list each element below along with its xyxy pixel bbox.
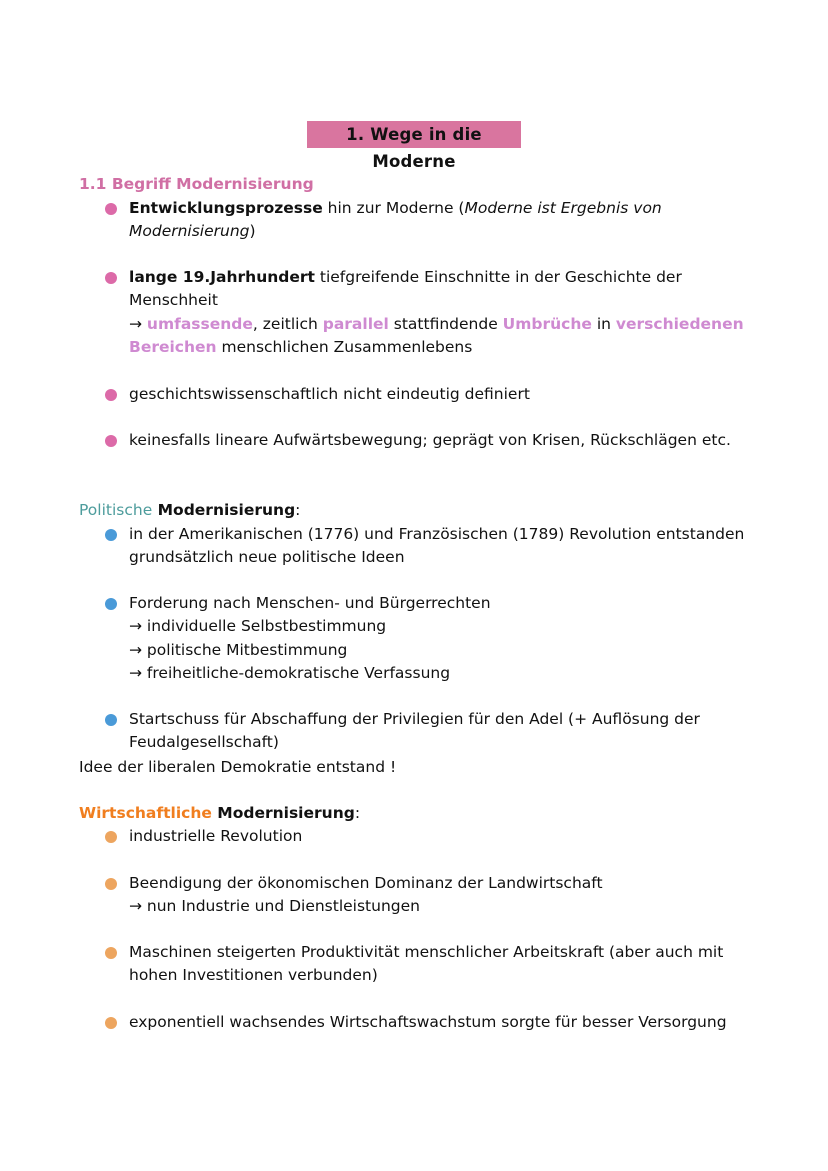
page-title: 1. Wege in die Moderne: [307, 121, 521, 148]
orange-bullet-icon: [105, 831, 117, 843]
blue-bullet-icon: [105, 529, 117, 541]
list-item: lange 19.Jahrhundert tiefgreifende Einschnitte in der Geschichte der Menschheit → umfassende, zeitlich parallel stattfindende Umbrüche in verschiedenen Bereichen menschlichen Zusammenlebens: [129, 268, 744, 356]
orange-bullet-icon: [105, 878, 117, 890]
list-item: industrielle Revolution: [129, 827, 303, 845]
orange-bullet-icon: [105, 947, 117, 959]
section-heading-politische: Politische Modernisierung:: [79, 501, 301, 519]
blue-bullet-icon: [105, 598, 117, 610]
list-item: Beendigung der ökonomischen Dominanz der Landwirtschaft → nun Industrie und Dienstleistungen: [129, 874, 603, 916]
list-item: Entwicklungsprozesse hin zur Moderne (Moderne ist Ergebnis von Modernisierung): [129, 199, 662, 241]
blue-bullet-icon: [105, 714, 117, 726]
list-item: Maschinen steigerten Produktivität menschlicher Arbeitskraft (aber auch mit hohen Investitionen verbunden): [129, 943, 724, 985]
list-item: keinesfalls lineare Aufwärtsbewegung; geprägt von Krisen, Rückschlägen etc.: [129, 431, 731, 449]
list-item: in der Amerikanischen (1776) und Französischen (1789) Revolution entstanden grundsätzlich neue politische Ideen: [129, 525, 745, 567]
list-item: Startschuss für Abschaffung der Privilegien für den Adel (+ Auflösung der Feudalgesellschaft): [129, 710, 700, 752]
summary-note: Idee der liberalen Demokratie entstand !: [79, 758, 397, 776]
pink-bullet-icon: [105, 272, 117, 284]
section-heading-begriff: 1.1 Begriff Modernisierung: [79, 175, 314, 193]
pink-bullet-icon: [105, 203, 117, 215]
pink-bullet-icon: [105, 389, 117, 401]
orange-bullet-icon: [105, 1017, 117, 1029]
list-item: Forderung nach Menschen- und Bürgerrechten → individuelle Selbstbestimmung → politische Mitbestimmung → freiheitliche-demokratische Verfassung: [129, 594, 491, 682]
list-item: exponentiell wachsendes Wirtschaftswachstum sorgte für besser Versorgung: [129, 1013, 727, 1031]
list-item: geschichtswissenschaftlich nicht eindeutig definiert: [129, 385, 530, 403]
pink-bullet-icon: [105, 435, 117, 447]
section-heading-wirtschaftliche: Wirtschaftliche Modernisierung:: [79, 804, 361, 822]
